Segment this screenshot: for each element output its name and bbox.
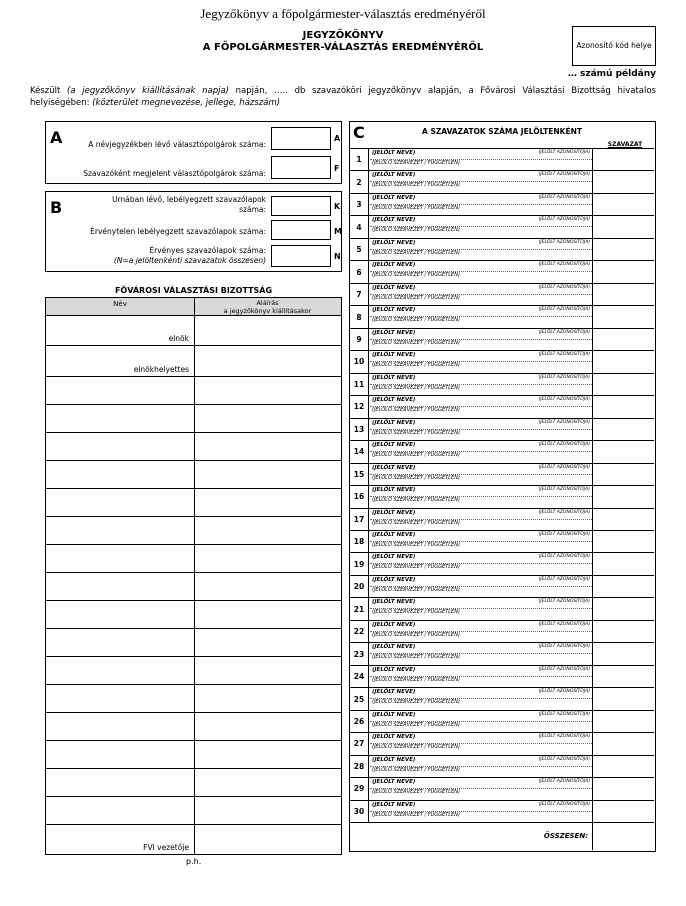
committee-signature-cell[interactable] <box>195 461 341 489</box>
candidate-number: 27 <box>350 733 369 754</box>
committee-signature-cell[interactable] <box>195 346 341 377</box>
committee-name-cell[interactable] <box>46 713 194 741</box>
candidate-votes-field[interactable] <box>592 733 654 754</box>
ballots-in-box-label: Urnában lévő, lebélyegzett szavazólapok száma: <box>112 195 266 214</box>
candidate-name[interactable]: (JELÖLT NEVE) <box>372 554 416 561</box>
committee-title: FŐVÁROSI VÁLASZTÁSI BIZOTTSÁG <box>114 286 273 295</box>
candidate-name[interactable]: (JELÖLT NEVE) <box>372 194 416 201</box>
candidate-votes-field[interactable] <box>592 778 654 799</box>
candidate-votes-field[interactable] <box>592 576 654 597</box>
candidate-name[interactable]: (JELÖLT NEVE) <box>372 307 416 314</box>
registered-voters-field[interactable] <box>271 127 331 150</box>
stamp-placeholder: p.h. <box>186 857 202 866</box>
candidate-organization[interactable]: (JELÖLŐ SZERVEZET / FÜGGETLEN) <box>372 519 460 526</box>
candidate-organization[interactable]: (JELÖLŐ SZERVEZET / FÜGGETLEN) <box>372 609 460 616</box>
candidate-id[interactable]: (JELÖLT AZONOSÍTÓJA) <box>538 419 590 425</box>
candidate-row <box>350 238 654 260</box>
candidate-name[interactable]: (JELÖLT NEVE) <box>372 172 416 179</box>
candidate-row <box>350 395 654 417</box>
code-a: A <box>334 134 341 143</box>
candidate-votes-field[interactable] <box>592 261 654 282</box>
committee-name-cell[interactable] <box>46 629 194 657</box>
candidate-organization[interactable]: (JELÖLŐ SZERVEZET / FÜGGETLEN) <box>372 699 460 706</box>
candidate-number: 24 <box>350 666 369 687</box>
candidate-name[interactable]: (JELÖLT NEVE) <box>372 734 416 741</box>
section-b-letter: B <box>50 198 63 217</box>
committee-signature-cell[interactable] <box>195 377 341 405</box>
candidate-id[interactable]: (JELÖLT AZONOSÍTÓJA) <box>538 262 590 268</box>
committee-name-cell[interactable] <box>46 405 194 433</box>
candidate-votes-field[interactable] <box>592 643 654 664</box>
candidate-votes-field[interactable] <box>592 621 654 642</box>
candidate-votes-field[interactable] <box>592 329 654 350</box>
candidate-votes-field[interactable] <box>592 486 654 507</box>
candidate-number: 14 <box>350 441 369 462</box>
candidate-organization[interactable]: (JELÖLŐ SZERVEZET / FÜGGETLEN) <box>372 227 460 234</box>
section-a <box>45 121 342 184</box>
candidate-votes-field[interactable] <box>592 306 654 327</box>
total-label: ÖSSZESEN: <box>543 832 588 840</box>
candidate-number: 15 <box>350 464 369 485</box>
candidate-row <box>350 597 654 619</box>
candidate-votes-field[interactable] <box>592 284 654 305</box>
candidate-number: 9 <box>350 329 369 350</box>
candidate-name[interactable]: (JELÖLT NEVE) <box>372 621 416 628</box>
section-c <box>349 121 656 852</box>
candidate-number: 8 <box>350 306 369 327</box>
candidate-number: 30 <box>350 801 369 822</box>
candidate-row <box>350 687 654 709</box>
candidate-organization[interactable]: (JELÖLŐ SZERVEZET / FÜGGETLEN) <box>372 317 460 324</box>
appeared-voters-field[interactable] <box>271 156 331 179</box>
committee-name-cell[interactable] <box>46 769 194 797</box>
candidate-number: 17 <box>350 509 369 530</box>
committee-name-cell[interactable] <box>46 316 194 346</box>
candidate-votes-field[interactable] <box>592 171 654 192</box>
candidate-row <box>350 485 654 507</box>
candidate-row <box>350 642 654 664</box>
candidate-row <box>350 508 654 530</box>
candidate-votes-field[interactable] <box>592 598 654 619</box>
candidate-row <box>350 440 654 462</box>
committee-name-cell[interactable] <box>46 797 194 825</box>
candidate-organization[interactable]: (JELÖLŐ SZERVEZET / FÜGGETLEN) <box>372 204 460 211</box>
candidate-id[interactable]: (JELÖLT AZONOSÍTÓJA) <box>538 509 590 515</box>
registered-voters-label: A névjegyzékben lévő választópolgárok száma: <box>88 140 266 149</box>
column-name: Név <box>113 300 127 308</box>
candidate-votes-field[interactable] <box>592 194 654 215</box>
candidate-id[interactable]: (JELÖLT AZONOSÍTÓJA) <box>538 531 590 537</box>
committee-signature-cell[interactable] <box>195 545 341 573</box>
candidate-votes-field[interactable] <box>592 149 654 170</box>
candidate-id[interactable]: (JELÖLT AZONOSÍTÓJA) <box>538 554 590 560</box>
candidate-organization[interactable]: (JELÖLŐ SZERVEZET / FÜGGETLEN) <box>372 362 460 369</box>
candidate-number: 1 <box>350 149 369 170</box>
valid-ballots-label-line2: (N=a jelöltenkénti szavazatok összesen) <box>113 256 266 265</box>
candidate-row <box>350 373 654 395</box>
id-code-box <box>572 26 656 66</box>
candidate-id[interactable]: (JELÖLT AZONOSÍTÓJA) <box>538 464 590 470</box>
candidate-number: 2 <box>350 171 369 192</box>
column-signature-line1: Aláírás <box>256 299 279 307</box>
candidate-row <box>350 328 654 350</box>
candidate-number: 23 <box>350 643 369 664</box>
committee-signature-cell[interactable] <box>195 769 341 797</box>
candidate-name[interactable]: (JELÖLT NEVE) <box>372 329 416 336</box>
candidate-organization[interactable]: (JELÖLŐ SZERVEZET / FÜGGETLEN) <box>372 160 460 166</box>
candidate-organization[interactable]: (JELÖLŐ SZERVEZET / FÜGGETLEN) <box>372 429 460 436</box>
committee-name-cell[interactable] <box>46 517 194 545</box>
committee-name-cell[interactable] <box>46 825 194 854</box>
candidate-id[interactable]: (JELÖLT AZONOSÍTÓJA) <box>538 576 590 582</box>
candidate-id[interactable]: (JELÖLT AZONOSÍTÓJA) <box>538 779 590 785</box>
candidate-organization[interactable]: (JELÖLŐ SZERVEZET / FÜGGETLEN) <box>372 474 460 481</box>
intro-paragraph <box>30 85 656 109</box>
candidate-row <box>350 148 654 170</box>
committee-name-cell[interactable] <box>46 601 194 629</box>
committee-signature-cell[interactable] <box>195 657 341 685</box>
candidate-id[interactable]: (JELÖLT AZONOSÍTÓJA) <box>538 487 590 493</box>
candidate-organization[interactable]: (JELÖLŐ SZERVEZET / FÜGGETLEN) <box>372 564 460 571</box>
candidate-id[interactable]: (JELÖLT AZONOSÍTÓJA) <box>538 756 590 762</box>
committee-name-cell[interactable] <box>46 545 194 573</box>
candidate-votes-field[interactable] <box>592 711 654 732</box>
candidate-votes-field[interactable] <box>592 756 654 777</box>
candidate-votes-field[interactable] <box>592 801 654 822</box>
candidate-id[interactable]: (JELÖLT AZONOSÍTÓJA) <box>538 307 590 313</box>
candidate-row <box>350 777 654 799</box>
committee-table <box>45 297 342 855</box>
candidate-id[interactable]: (JELÖLT AZONOSÍTÓJA) <box>538 689 590 695</box>
candidate-votes-field[interactable] <box>592 374 654 395</box>
candidate-number: 18 <box>350 531 369 552</box>
candidate-name[interactable]: (JELÖLT NEVE) <box>372 217 416 224</box>
candidate-number: 7 <box>350 284 369 305</box>
candidate-row <box>350 755 654 777</box>
title-line-1: JEGYZŐKÖNYV <box>302 30 384 41</box>
committee-name-cell[interactable] <box>46 685 194 713</box>
candidate-number: 25 <box>350 688 369 709</box>
candidate-row <box>350 463 654 485</box>
candidate-id[interactable]: (JELÖLT AZONOSÍTÓJA) <box>538 239 590 245</box>
candidate-name[interactable]: (JELÖLT NEVE) <box>372 374 416 381</box>
candidate-row <box>350 732 654 754</box>
candidate-name[interactable]: (JELÖLT NEVE) <box>372 531 416 538</box>
candidate-number: 16 <box>350 486 369 507</box>
candidate-number: 11 <box>350 374 369 395</box>
candidate-id[interactable]: (JELÖLT AZONOSÍTÓJA) <box>538 329 590 335</box>
candidate-row <box>350 710 654 732</box>
candidate-row <box>350 552 654 574</box>
candidate-votes-field[interactable] <box>592 216 654 237</box>
candidate-id[interactable]: (JELÖLT AZONOSÍTÓJA) <box>538 711 590 717</box>
candidate-votes-field[interactable] <box>592 239 654 260</box>
committee-signature-cell[interactable] <box>195 489 341 517</box>
candidate-id[interactable]: (JELÖLT AZONOSÍTÓJA) <box>538 666 590 672</box>
candidate-row <box>350 193 654 215</box>
committee-signature-cell[interactable] <box>195 601 341 629</box>
candidate-number: 21 <box>350 598 369 619</box>
committee-name-cell[interactable] <box>46 489 194 517</box>
code-m: M <box>334 227 342 236</box>
candidate-number: 6 <box>350 261 369 282</box>
candidate-votes-field[interactable] <box>592 688 654 709</box>
candidate-name[interactable]: (JELÖLT NEVE) <box>372 689 416 696</box>
candidate-number: 22 <box>350 621 369 642</box>
committee-signature-cell[interactable] <box>195 797 341 825</box>
code-n: N <box>334 252 341 261</box>
committee-signature-cell[interactable] <box>195 825 341 854</box>
candidate-id[interactable]: (JELÖLT AZONOSÍTÓJA) <box>538 217 590 223</box>
candidate-name[interactable]: (JELÖLT NEVE) <box>372 239 416 246</box>
committee-signature-cell[interactable] <box>195 629 341 657</box>
candidate-votes-field[interactable] <box>592 553 654 574</box>
column-signature-line2: a jegyzőkönyv kiállításakor <box>223 307 312 315</box>
candidate-row <box>350 620 654 642</box>
candidate-organization[interactable]: (JELÖLŐ SZERVEZET / FÜGGETLEN) <box>372 811 460 818</box>
candidate-organization[interactable]: (JELÖLŐ SZERVEZET / FÜGGETLEN) <box>372 407 460 414</box>
candidate-number: 29 <box>350 778 369 799</box>
candidate-number: 28 <box>350 756 369 777</box>
candidate-number: 4 <box>350 216 369 237</box>
ballots-in-box-field[interactable] <box>271 196 331 216</box>
candidate-number: 10 <box>350 351 369 372</box>
total-row <box>350 822 654 850</box>
valid-ballots-label <box>66 246 266 266</box>
candidate-organization[interactable]: (JELÖLŐ SZERVEZET / FÜGGETLEN) <box>372 182 460 189</box>
section-a-letter: A <box>50 128 63 147</box>
candidate-organization[interactable]: (JELÖLŐ SZERVEZET / FÜGGETLEN) <box>372 789 460 796</box>
committee-name-cell[interactable] <box>46 433 194 461</box>
candidate-organization[interactable]: (JELÖLŐ SZERVEZET / FÜGGETLEN) <box>372 294 460 301</box>
candidate-number: 19 <box>350 553 369 574</box>
committee-role-label: elnökhelyettes <box>133 365 189 374</box>
candidate-organization[interactable]: (JELÖLŐ SZERVEZET / FÜGGETLEN) <box>372 452 460 459</box>
candidate-name[interactable]: (JELÖLT NEVE) <box>372 419 416 426</box>
candidate-name[interactable]: (JELÖLT NEVE) <box>372 644 416 651</box>
candidate-votes-field[interactable] <box>592 351 654 372</box>
invalid-ballots-label: Érvénytelen lebélyegzett szavazólapok száma: <box>90 227 266 236</box>
candidate-organization[interactable]: (JELÖLŐ SZERVEZET / FÜGGETLEN) <box>372 766 460 773</box>
candidate-name[interactable]: (JELÖLT NEVE) <box>372 262 416 269</box>
candidate-id[interactable]: (JELÖLT AZONOSÍTÓJA) <box>538 442 590 448</box>
candidate-organization[interactable]: (JELÖLŐ SZERVEZET / FÜGGETLEN) <box>372 497 460 504</box>
committee-name-cell[interactable] <box>46 657 194 685</box>
candidate-row <box>350 665 654 687</box>
candidate-id[interactable]: (JELÖLT AZONOSÍTÓJA) <box>538 374 590 380</box>
candidate-votes-field[interactable] <box>592 666 654 687</box>
committee-name-cell[interactable] <box>46 461 194 489</box>
candidate-number: 26 <box>350 711 369 732</box>
committee-name-cell[interactable] <box>46 573 194 601</box>
section-c-title: A SZAVAZATOK SZÁMA JELÖLTENKÉNT <box>422 127 582 136</box>
candidate-name[interactable]: (JELÖLT NEVE) <box>372 397 416 404</box>
candidate-organization[interactable]: (JELÖLŐ SZERVEZET / FÜGGETLEN) <box>372 654 460 661</box>
running-title: Jegyzőkönyv a főpolgármester-választás eredményéről <box>200 6 486 21</box>
committee-role-label: elnök <box>168 334 189 343</box>
candidate-row <box>350 283 654 305</box>
candidate-votes-field[interactable] <box>592 419 654 440</box>
candidate-row <box>350 575 654 597</box>
code-k: K <box>334 202 341 211</box>
intro-text-1: Készült <box>30 86 68 96</box>
candidate-organization[interactable]: (JELÖLŐ SZERVEZET / FÜGGETLEN) <box>372 249 460 256</box>
id-code-label: Azonosító kód helye <box>576 41 652 50</box>
committee-signature-cell[interactable] <box>195 713 341 741</box>
candidate-votes-field[interactable] <box>592 509 654 530</box>
candidate-name[interactable]: (JELÖLT NEVE) <box>372 711 416 718</box>
candidate-row <box>350 530 654 552</box>
candidate-row <box>350 170 654 192</box>
total-votes-field[interactable] <box>592 823 654 850</box>
candidate-name[interactable]: (JELÖLT NEVE) <box>372 509 416 516</box>
candidate-number: 20 <box>350 576 369 597</box>
candidate-organization[interactable]: (JELÖLŐ SZERVEZET / FÜGGETLEN) <box>372 541 460 548</box>
candidate-organization[interactable]: (JELÖLŐ SZERVEZET / FÜGGETLEN) <box>372 744 460 751</box>
valid-ballots-field[interactable] <box>271 245 331 267</box>
committee-signature-cell[interactable] <box>195 433 341 461</box>
appeared-voters-label: Szavazóként megjelent választópolgárok száma: <box>83 169 266 178</box>
candidate-name[interactable]: (JELÖLT NEVE) <box>372 576 416 583</box>
candidate-id[interactable]: (JELÖLT AZONOSÍTÓJA) <box>538 284 590 290</box>
committee-signature-cell[interactable] <box>195 517 341 545</box>
committee-signature-cell[interactable] <box>195 685 341 713</box>
committee-name-cell[interactable] <box>46 377 194 405</box>
candidate-row <box>350 800 654 822</box>
candidate-row <box>350 260 654 282</box>
votes-column-label: SZAVAZAT <box>607 141 643 148</box>
candidate-number: 12 <box>350 396 369 417</box>
candidate-name[interactable]: (JELÖLT NEVE) <box>372 801 416 808</box>
candidate-name[interactable]: (JELÖLT NEVE) <box>372 352 416 359</box>
valid-ballots-label-line1: Érvényes szavazólapok száma: <box>149 246 266 255</box>
candidate-id[interactable]: (JELÖLT AZONOSÍTÓJA) <box>538 621 590 627</box>
section-c-letter: C <box>353 123 365 142</box>
candidate-organization[interactable]: (JELÖLŐ SZERVEZET / FÜGGETLEN) <box>372 586 460 593</box>
candidate-organization[interactable]: (JELÖLŐ SZERVEZET / FÜGGETLEN) <box>372 631 460 638</box>
candidate-organization[interactable]: (JELÖLŐ SZERVEZET / FÜGGETLEN) <box>372 384 460 391</box>
candidate-number: 13 <box>350 419 369 440</box>
candidate-id[interactable]: (JELÖLT AZONOSÍTÓJA) <box>538 801 590 807</box>
committee-signature-cell[interactable] <box>195 316 341 346</box>
candidate-id[interactable]: (JELÖLT AZONOSÍTÓJA) <box>538 644 590 650</box>
committee-signature-cell[interactable] <box>195 741 341 769</box>
candidate-id[interactable]: (JELÖLT AZONOSÍTÓJA) <box>538 172 590 178</box>
candidate-name[interactable]: (JELÖLT NEVE) <box>372 442 416 449</box>
committee-name-cell[interactable] <box>46 346 194 377</box>
candidate-name[interactable]: (JELÖLT NEVE) <box>372 756 416 763</box>
section-b <box>45 191 342 272</box>
candidate-organization[interactable]: (JELÖLŐ SZERVEZET / FÜGGETLEN) <box>372 339 460 346</box>
candidate-number: 5 <box>350 239 369 260</box>
committee-name-cell[interactable] <box>46 741 194 769</box>
candidate-name[interactable]: (JELÖLT NEVE) <box>372 464 416 471</box>
candidate-row <box>350 350 654 372</box>
candidate-organization[interactable]: (JELÖLŐ SZERVEZET / FÜGGETLEN) <box>372 721 460 728</box>
title-line-2: A FŐPOLGÁRMESTER-VÁLASZTÁS EREDMÉNYÉRŐL <box>202 42 484 53</box>
committee-signature-cell[interactable] <box>195 405 341 433</box>
candidate-name[interactable]: (JELÖLT NEVE) <box>372 284 416 291</box>
candidate-id[interactable]: (JELÖLT AZONOSÍTÓJA) <box>538 734 590 740</box>
candidate-name[interactable]: (JELÖLT NEVE) <box>372 779 416 786</box>
code-f: F <box>334 164 340 173</box>
candidate-row <box>350 418 654 440</box>
candidate-id[interactable]: (JELÖLT AZONOSÍTÓJA) <box>538 352 590 358</box>
candidate-row <box>350 215 654 237</box>
invalid-ballots-field[interactable] <box>271 220 331 240</box>
candidate-name[interactable]: (JELÖLT NEVE) <box>372 150 416 156</box>
candidate-votes-field[interactable] <box>592 441 654 462</box>
candidate-votes-field[interactable] <box>592 531 654 552</box>
candidate-id[interactable]: (JELÖLT AZONOSÍTÓJA) <box>538 150 590 155</box>
candidate-id[interactable]: (JELÖLT AZONOSÍTÓJA) <box>538 599 590 605</box>
candidate-number: 3 <box>350 194 369 215</box>
candidate-id[interactable]: (JELÖLT AZONOSÍTÓJA) <box>538 397 590 403</box>
candidate-votes-field[interactable] <box>592 464 654 485</box>
column-signature <box>194 298 341 316</box>
candidate-organization[interactable]: (JELÖLŐ SZERVEZET / FÜGGETLEN) <box>372 272 460 279</box>
candidate-id[interactable]: (JELÖLT AZONOSÍTÓJA) <box>538 194 590 200</box>
candidate-name[interactable]: (JELÖLT NEVE) <box>372 666 416 673</box>
intro-address-placeholder: (közterület megnevezése, jellege, házszám) <box>92 98 281 108</box>
candidate-organization[interactable]: (JELÖLŐ SZERVEZET / FÜGGETLEN) <box>372 676 460 683</box>
candidate-votes-field[interactable] <box>592 396 654 417</box>
committee-signature-cell[interactable] <box>195 573 341 601</box>
copy-number: … számú példány <box>567 69 656 79</box>
committee-role-label: FVI vezetője <box>143 843 189 852</box>
candidate-row <box>350 305 654 327</box>
intro-text-2: napján, ….. db szavazóköri jegyzőkönyv alapján, a Fővárosi Választási Bizottság hivatalos helyiségében: <box>30 86 656 108</box>
candidate-name[interactable]: (JELÖLT NEVE) <box>372 599 416 606</box>
intro-date-placeholder: (a jegyzőkönyv kiállításának napja) <box>67 86 229 96</box>
candidate-name[interactable]: (JELÖLT NEVE) <box>372 487 416 494</box>
